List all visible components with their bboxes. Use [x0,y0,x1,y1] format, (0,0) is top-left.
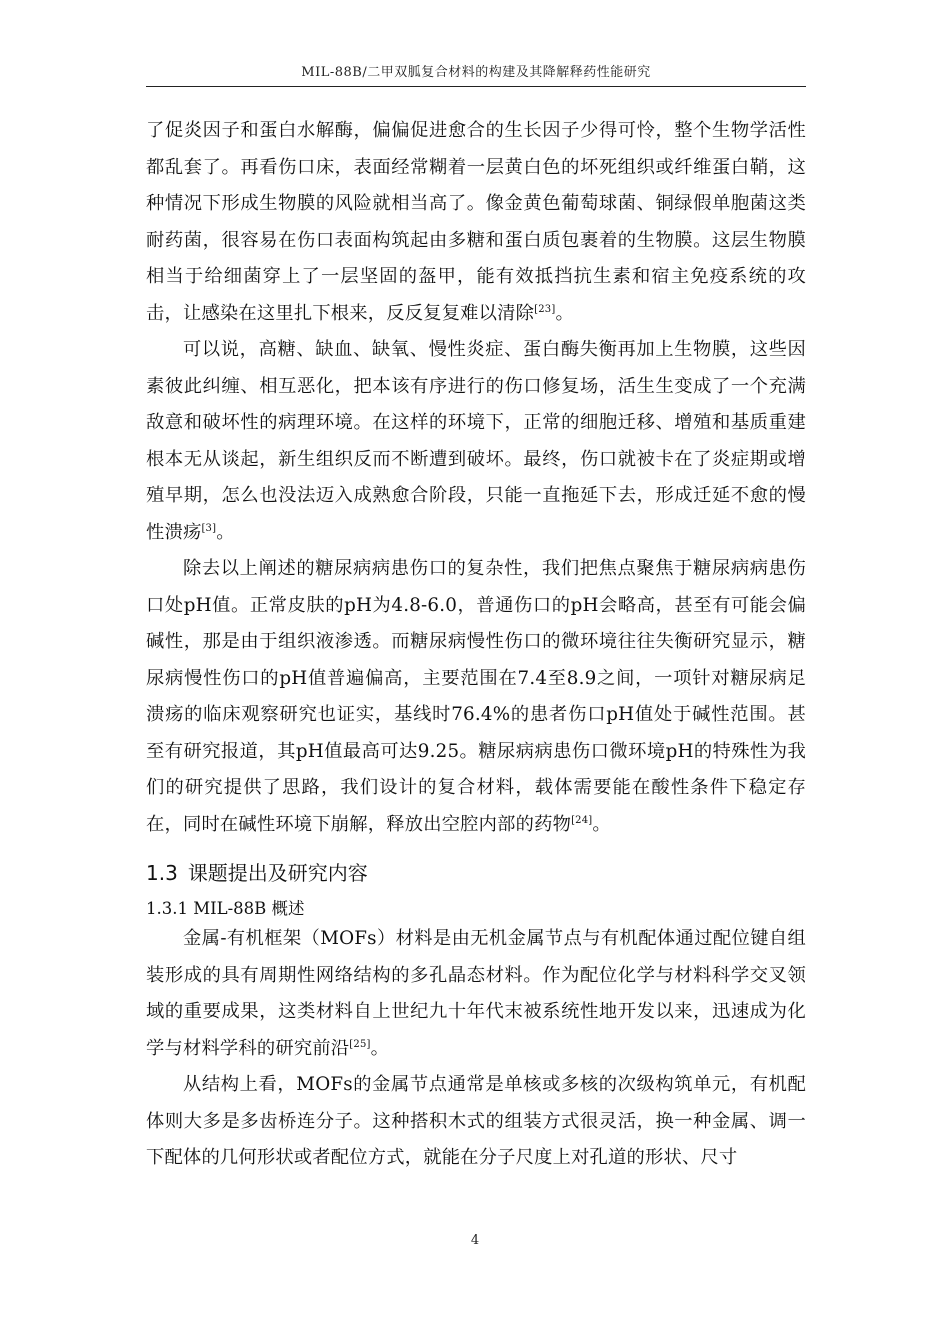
paragraph-end: 。 [370,1037,390,1059]
paragraph-text: 金属-有机框架（MOFs）材料是由无机金属节点与有机配体通过配位键自组装形成的具有周期性网络结构的多孔晶态材料。作为配位化学与材料科学交叉领域的重要成果，这类材料自上世纪九十年代末被系统性地开发以来，迅速成为化学与材料学科的研究前沿 [146,928,806,1059]
paragraph-text: 可以说，高糖、缺血、缺氧、慢性炎症、蛋白酶失衡再加上生物膜，这些因素彼此纠缠、相互恶化，把本该有序进行的伤口修复场，活生生变成了一个充满敌意和破坏性的病理环境。在这样的环境下，正常的细胞迁移、增殖和基质重建根本无从谈起，新生组织反而不断遭到破坏。最终，伤口就被卡在了炎症期或增殖早期，怎么也没法迈入成熟愈合阶段，只能一直拖延下去，形成迁延不愈的慢性溃疡 [146,339,806,543]
paragraph-text: 了促炎因子和蛋白水解酶，偏偏促进愈合的生长因子少得可怜，整个生物学活性都乱套了。再看伤口床，表面经常糊着一层黄白色的坏死组织或纤维蛋白鞘，这种情况下形成生物膜的风险就相当高了。像金黄色葡萄球菌、铜绿假单胞菌这类耐药菌，很容易在伤口表面构筑起由多糖和蛋白质包裹着的生物膜。这层生物膜相当于给细菌穿上了一层坚固的盔甲，能有效抵挡抗生素和宿主免疫系统的攻击，让感染在这里扎下根来，反反复复难以清除 [146,120,806,324]
paragraph [146,921,806,1067]
paragraph [146,551,806,843]
section-title: 课题提出及研究内容 [187,861,368,885]
subsection-heading [146,897,806,921]
paragraph-text: 除去以上阐述的糖尿病病患伤口的复杂性，我们把焦点聚焦于糖尿病病患伤口处pH值。正常皮肤的pH为4.8-6.0，普通伤口的pH会略高，甚至有可能会偏碱性，那是由于组织液渗透。而糖尿病慢性伤口的微环境往往失衡研究显示，糖尿病慢性伤口的pH值普遍偏高，主要范围在7.4至8.9之间，一项针对糖尿病足溃疡的临床观察研究也证实，基线时76.4%的患者伤口pH值处于碱性范围。甚至有研究报道，其pH值最高可达9.25。糖尿病病患伤口微环境pH的特殊性为我们的研究提供了思路，我们设计的复合材料，载体需要能在酸性条件下稳定存在，同时在碱性环境下崩解，释放出空腔内部的药物 [146,558,806,835]
paragraph [146,332,806,551]
body-text [146,113,806,1177]
paragraph-end: 。 [216,521,235,543]
paragraph-end: 。 [592,813,611,835]
section-heading [146,855,806,891]
citation: [24] [571,814,593,826]
paragraph-end: 。 [555,302,574,324]
header-rule [146,86,806,87]
citation: [23] [534,303,556,315]
paragraph-continued [146,113,806,332]
page-number: 4 [470,1233,480,1248]
citation: [25] [349,1038,371,1050]
paragraph-text: 从结构上看，MOFs的金属节点通常是单核或多核的次级构筑单元，有机配体则大多是多齿桥连分子。这种搭积木式的组装方式很灵活，换一种金属、调一下配体的几何形状或者配位方式，就能在分子尺度上对孔道的形状、尺寸 [146,1074,806,1168]
running-header: MIL-88B/二甲双胍复合材料的构建及其降解释药性能研究 [301,65,651,80]
subsection-title: MIL-88B 概述 [193,899,305,918]
subsection-number: 1.3.1 [146,899,188,918]
paragraph [146,1067,806,1177]
section-number: 1.3 [146,861,178,885]
citation: [3] [201,522,217,534]
